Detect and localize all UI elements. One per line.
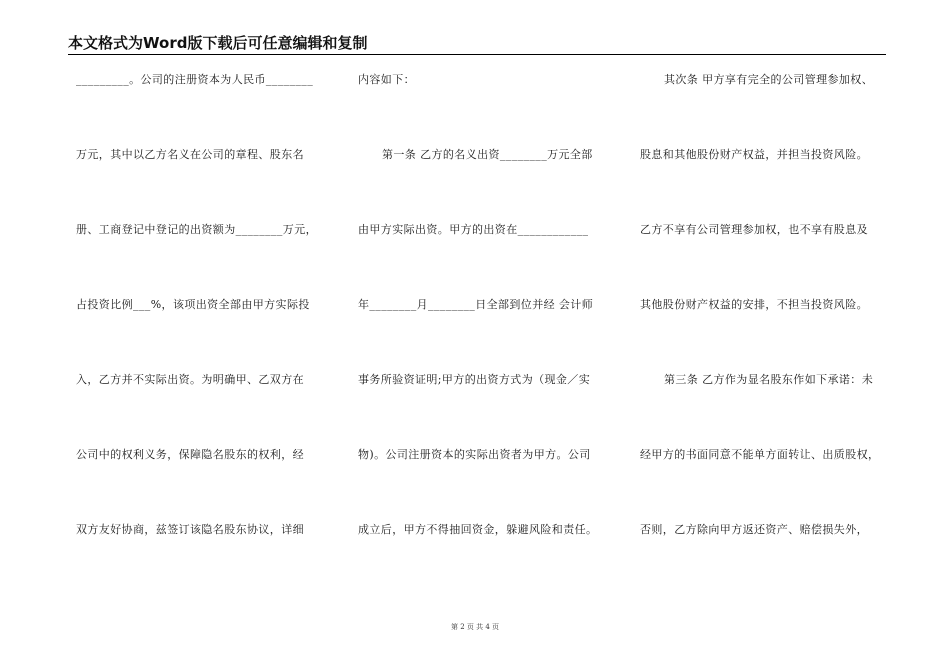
text-line: 成立后，甲方不得抽回资金，躲避风险和责任。: [358, 523, 598, 536]
text-line: 内容如下：: [358, 73, 415, 86]
text-line: 双方友好协商，兹签订该隐名股东协议，详细: [76, 523, 304, 536]
text-line: 事务所验资证明;甲方的出资方式为（现金／实: [358, 373, 591, 386]
text-line: 入，乙方并不实际出资。为明确甲、乙双方在: [76, 373, 304, 386]
text-line: 乙方不享有公司管理参加权，也不享有股息及: [640, 223, 868, 236]
text-line: 万元，其中以乙方名义在公司的章程、股东名: [76, 148, 304, 161]
text-column-1: [76, 70, 324, 595]
text-line: 第一条 乙方的名义出资________万元全部: [382, 148, 593, 161]
text-column-2: [358, 70, 608, 595]
text-line: 年________月________日全部到位并经 会计师: [358, 298, 594, 311]
text-line: 册、工商登记中登记的出资额为________万元，: [76, 223, 317, 236]
text-line: 第三条 乙方作为显名股东作如下承诺：未: [664, 373, 874, 386]
page-number: 第 2 页 共 4 页: [450, 623, 500, 631]
text-line: 其次条 甲方享有完全的公司管理参加权、: [664, 73, 874, 86]
text-column-3: [640, 70, 890, 595]
text-line: 占投资比例___%，该项出资全部由甲方实际投: [76, 298, 310, 311]
text-line: 公司中的权利义务，保障隐名股东的权利，经: [76, 448, 304, 461]
document-header-title: 本文格式为Word版下载后可任意编辑和复制: [68, 34, 368, 52]
text-line: 其他股份财产权益的安排，不担当投资风险。: [640, 298, 868, 311]
text-line: 否则，乙方除向甲方返还资产、赔偿损失外，: [640, 523, 868, 536]
text-line: 股息和其他股份财产权益，并担当投资风险。: [640, 148, 868, 161]
text-line: 由甲方实际出资。甲方的出资在____________: [358, 223, 589, 236]
header-divider: [68, 54, 886, 55]
text-line: _________。公司的注册资本为人民币________: [76, 73, 314, 86]
text-line: 经甲方的书面同意不能单方面转让、出质股权，: [640, 448, 880, 461]
text-line: 物)。公司注册资本的实际出资者为甲方。公司: [358, 448, 591, 461]
